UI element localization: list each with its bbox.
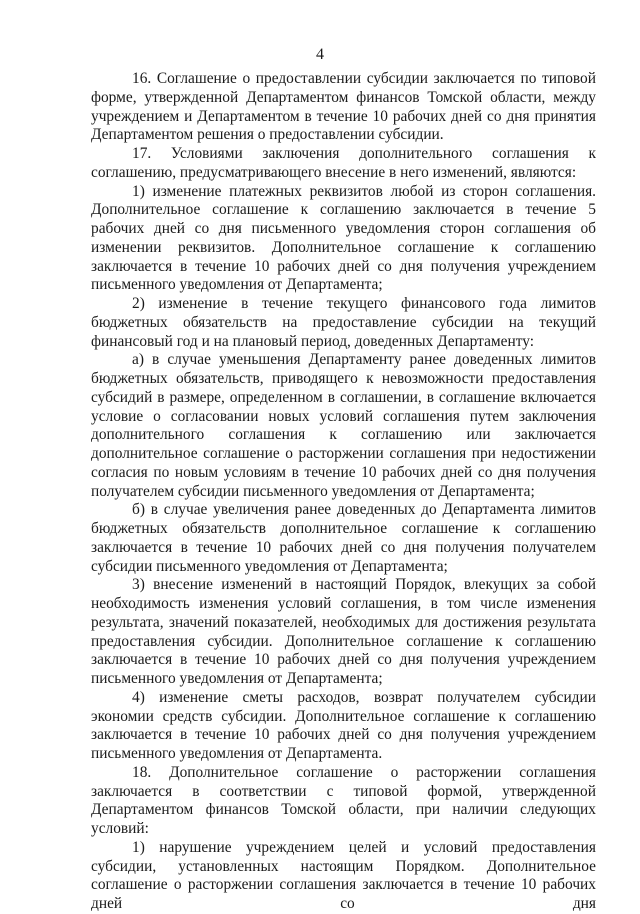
paragraph-18-item-1: 1) нарушение учреждением целей и условий предоставления субсидии, установленных настоящим Порядком. Дополнительное соглашение о расторжении соглашения заключается в течение 10 рабочих дней со дня (91, 838, 596, 912)
paragraph-17: 17. Условиями заключения дополнительного соглашения к соглашению, предусматривающего внесение в него изменений, являются: (91, 145, 596, 181)
paragraph-17-item-3: 3) внесение изменений в настоящий Порядок, влекущих за собой необходимость изменения условий соглашения, в том числе изменения результата, значений показателей, необходимых для достижения результата предоставления субсидии. Дополнительное соглашение к соглашению заключается в течение 10 рабочих дней со дня получения учреждением письменного уведомления от Департамента; (91, 576, 596, 687)
paragraph-17-item-2: 2) изменение в течение текущего финансового года лимитов бюджетных обязательств на предоставление субсидии на текущий финансовый год и на плановый период, доведенных Департаменту: (91, 295, 596, 350)
document-body (91, 70, 596, 914)
paragraph-17-item-2b: б) в случае увеличения ранее доведенных до Департамента лимитов бюджетных обязательств дополнительное соглашение к соглашению заключается в течение 10 рабочих дней со дня получения получателем субсидии письменного уведомления от Департамента; (91, 501, 596, 575)
page-number: 4 (316, 46, 324, 63)
paragraph-17-item-4: 4) изменение сметы расходов, возврат получателем субсидии экономии средств субсидии. Дополнительное соглашение к соглашению заключается в течение 10 рабочих дней со дня получения учреждением письменного уведомления от Департамента. (91, 688, 596, 762)
paragraph-17-item-2a: а) в случае уменьшения Департаменту ранее доведенных лимитов бюджетных обязательств, приводящего к невозможности предоставления субсидий в размере, определенном в соглашении, в соглашение включается условие о согласовании новых условий соглашения путем заключения дополнительного соглашения к соглашению или заключается дополнительное соглашение о расторжении соглашения при недостижении согласия по новым условиям в течение 10 рабочих дней со дня получения получателем субсидии письменного уведомления от Департамента; (91, 351, 596, 500)
paragraph-18: 18. Дополнительное соглашение о расторжении соглашения заключается в соответствии с типовой формой, утвержденной Департаментом финансов Томской области, при наличии следующих условий: (91, 763, 596, 837)
paragraph-16: 16. Соглашение о предоставлении субсидии заключается по типовой форме, утвержденной Департаментом финансов Томской области, между учреждением и Департаментом в течение 10 рабочих дней со дня принятия Департаментом решения о предоставлении субсидии. (91, 70, 596, 144)
paragraph-17-item-1: 1) изменение платежных реквизитов любой из сторон соглашения. Дополнительное соглашение к соглашению заключается в течение 5 рабочих дней со дня письменного уведомления сторон соглашения об изменении реквизитов. Дополнительное соглашение к соглашению заключается в течение 10 рабочих дней со дня получения учреждением письменного уведомления от Департамента; (91, 182, 596, 294)
